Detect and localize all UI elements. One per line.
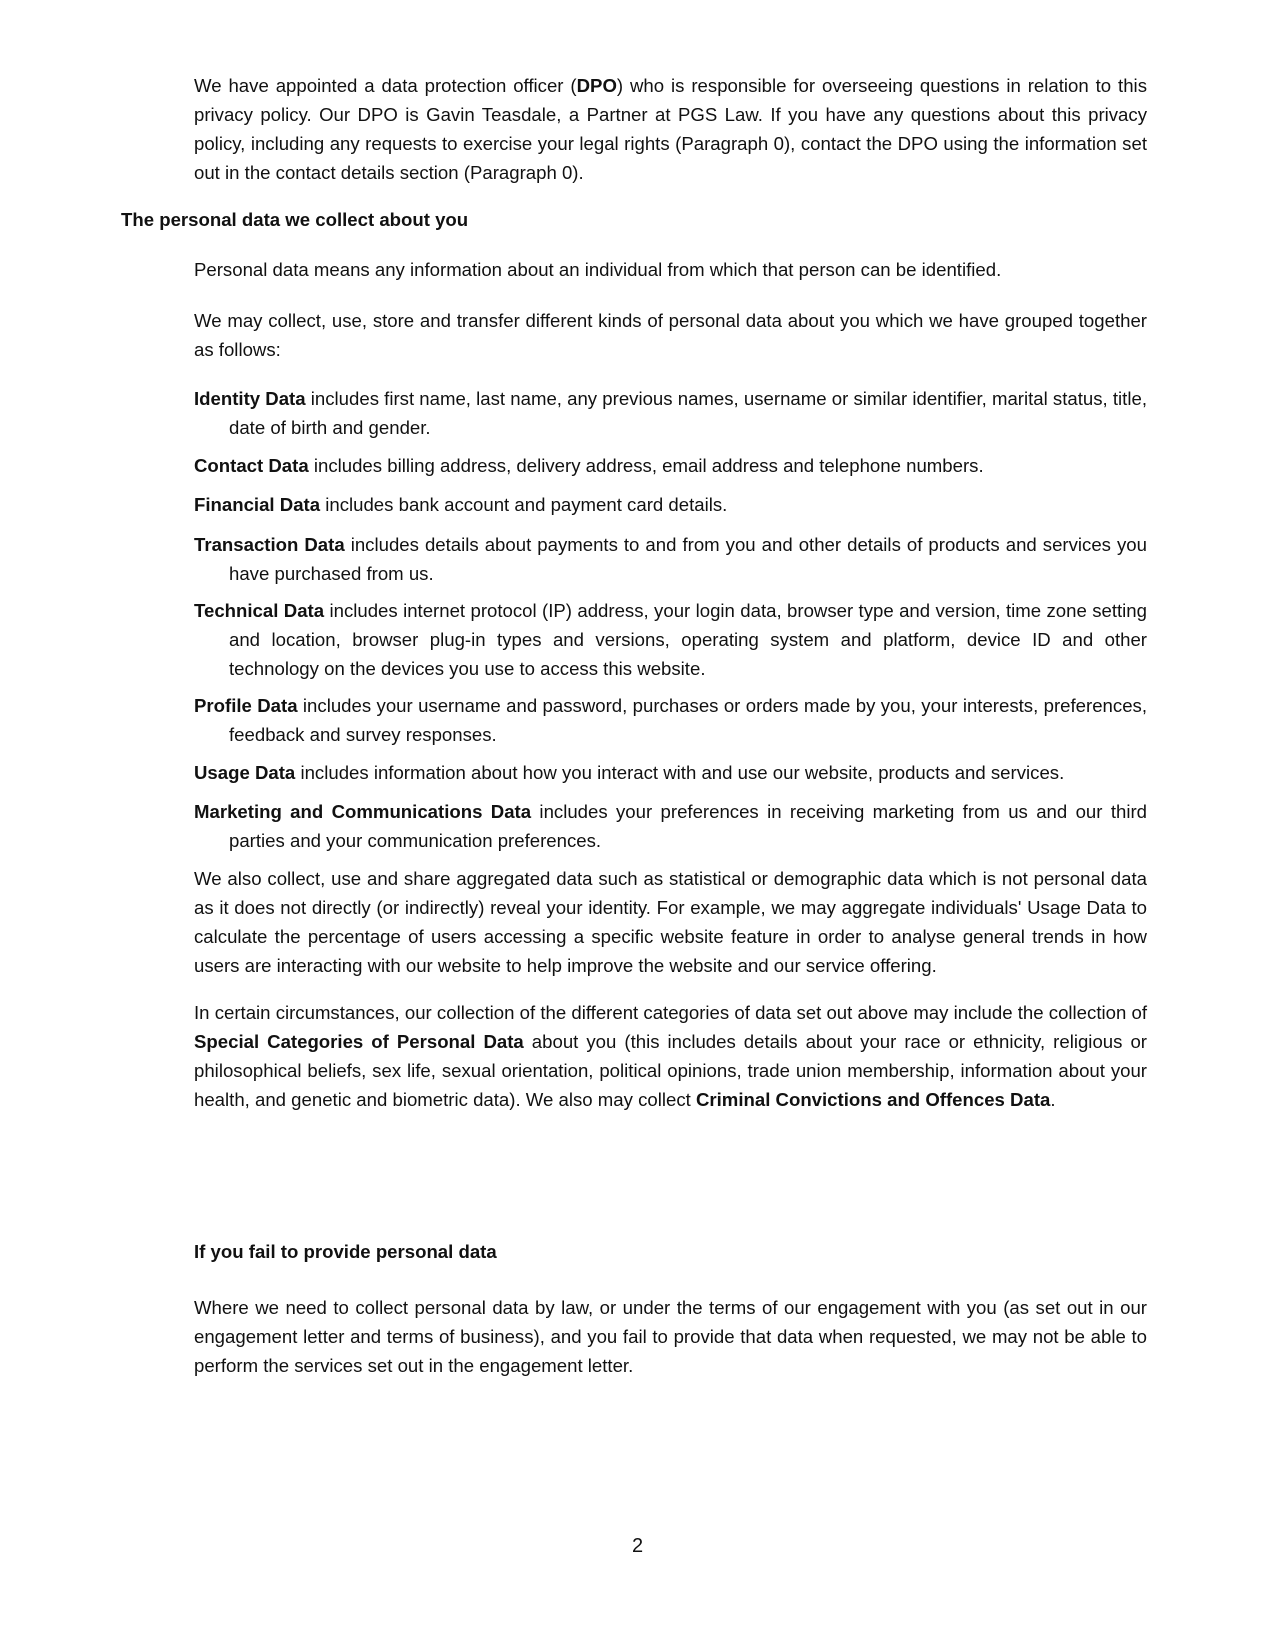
category-term: Technical Data	[194, 600, 325, 621]
category-term: Marketing and Communications Data	[194, 801, 532, 822]
special-categories-paragraph: In certain circumstances, our collection of the different categories of data set out above may include the collection of Special Categories of Personal Data about you (this includes details about your race or ethnicity, religious or philosophical beliefs, sex life, sexual orientation, political opinions, trade union membership, information about your health, and genetic and biometric data). We also may collect Criminal Convictions and Offences Data.	[194, 1002, 1147, 1110]
dpo-paragraph: We have appointed a data protection officer (DPO) who is responsible for overseeing questions in relation to this privacy policy. Our DPO is Gavin Teasdale, a Partner at PGS Law. If you have any questions about this privacy policy, including any requests to exercise your legal rights (Paragraph 0), contact the DPO using the information set out in the contact details section (Paragraph 0).	[194, 75, 1147, 183]
category-term: Identity Data	[194, 388, 306, 409]
intro-grouped: We may collect, use, store and transfer different kinds of personal data about you which we have grouped together as follows:	[194, 310, 1147, 360]
category-term: Usage Data	[194, 762, 296, 783]
category-transaction: Transaction Data includes details about payments to and from you and other details of products and services you have purchased from us.	[194, 534, 1147, 584]
category-marketing: Marketing and Communications Data includes your preferences in receiving marketing from us and our third parties and your communication preferences.	[194, 801, 1147, 851]
fail-paragraph: Where we need to collect personal data by law, or under the terms of our engagement with you (as set out in our engagement letter and terms of business), and you fail to provide that data when requested, we may not be able to perform the services set out in the engagement letter.	[194, 1297, 1147, 1376]
category-term: Contact Data	[194, 455, 309, 476]
page-number: 2	[631, 1535, 644, 1557]
category-profile: Profile Data includes your username and password, purchases or orders made by you, your interests, preferences, feedback and survey responses.	[194, 695, 1147, 745]
category-financial: Financial Data includes bank account and payment card details.	[194, 494, 728, 515]
category-term: Financial Data	[194, 494, 321, 515]
criminal-data-term: Criminal Convictions and Offences Data	[695, 1089, 1051, 1110]
dpo-term: DPO	[576, 75, 617, 96]
category-contact: Contact Data includes billing address, delivery address, email address and telephone numbers.	[194, 455, 984, 476]
fail-heading: If you fail to provide personal data	[194, 1241, 497, 1262]
special-categories-term: Special Categories of Personal Data	[194, 1031, 524, 1052]
category-technical: Technical Data includes internet protocol (IP) address, your login data, browser type and version, time zone setting and location, browser plug-in types and versions, operating system and platform, device ID and other technology on the devices you use to access this website.	[194, 600, 1147, 679]
section-heading: The personal data we collect about you	[121, 209, 469, 230]
category-usage: Usage Data includes information about how you interact with and use our website, products and services.	[194, 762, 1065, 783]
category-term: Transaction Data	[194, 534, 345, 555]
category-term: Profile Data	[194, 695, 298, 716]
aggregated-paragraph: We also collect, use and share aggregated data such as statistical or demographic data which is not personal data as it does not directly (or indirectly) reveal your identity. For example, we may aggregate individuals' Usage Data to calculate the percentage of users accessing a specific website feature in order to analyse general trends in how users are interacting with our website to help improve the website and our service offering.	[194, 868, 1147, 976]
category-identity: Identity Data includes first name, last name, any previous names, username or similar identifier, marital status, title, date of birth and gender.	[194, 388, 1147, 438]
intro-definition: Personal data means any information about an individual from which that person can be identified.	[194, 259, 1002, 280]
